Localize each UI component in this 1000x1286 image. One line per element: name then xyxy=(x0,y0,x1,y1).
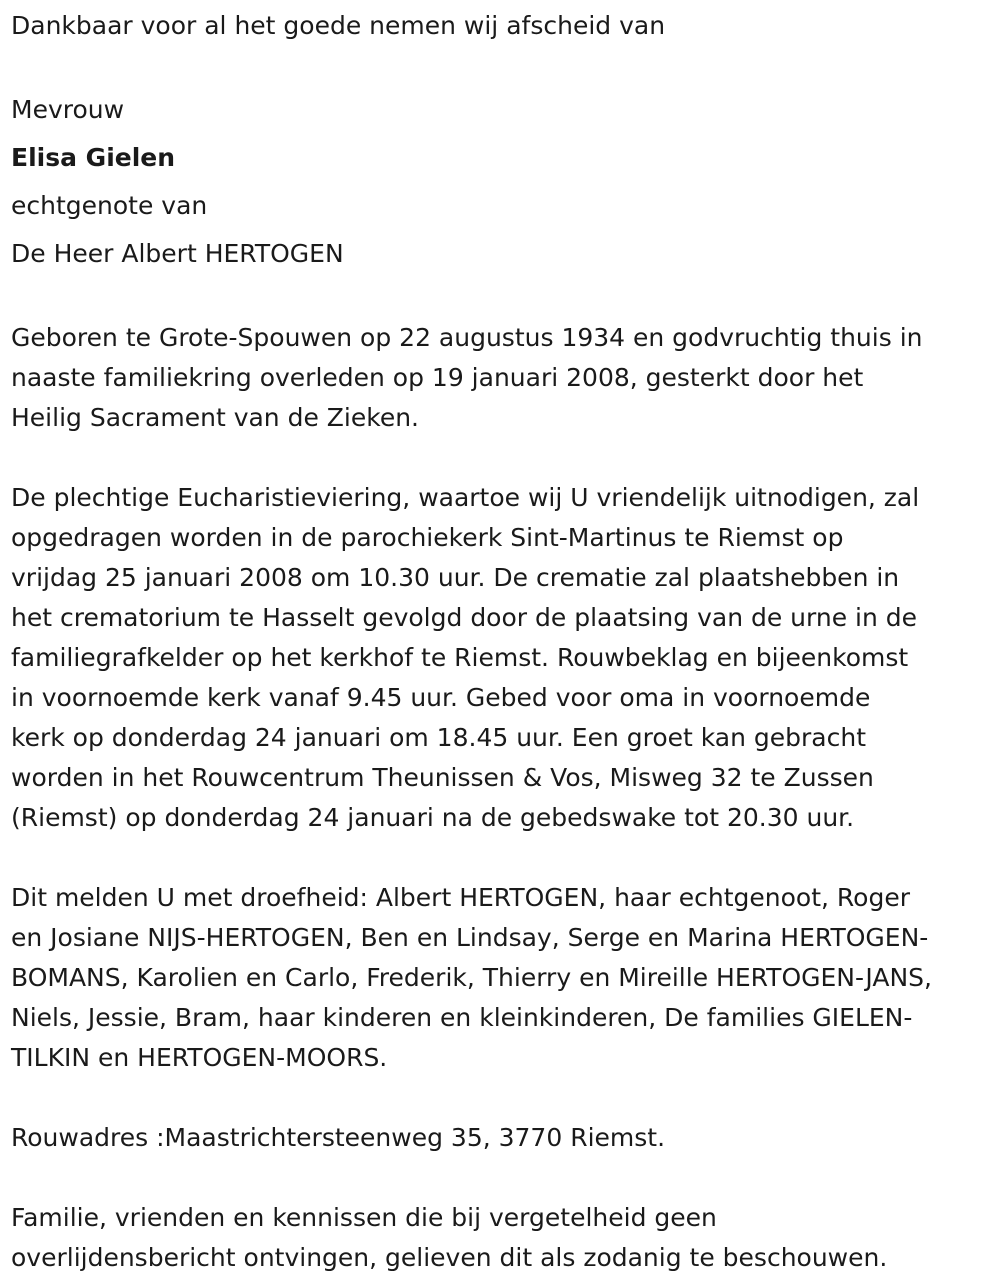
obituary-document xyxy=(11,6,991,1278)
paragraph-line: Heilig Sacrament van de Zieken. xyxy=(11,403,420,432)
spacer xyxy=(11,838,991,878)
address-line: Rouwadres :Maastrichtersteenweg 35, 3770 Riemst. xyxy=(11,1123,666,1152)
deceased-name: Elisa Gielen xyxy=(11,143,176,172)
paragraph-line: en Josiane NIJS-HERTOGEN, Ben en Lindsay, Serge en Marina HERTOGEN- xyxy=(11,923,929,952)
birth-paragraph xyxy=(11,318,991,438)
spacer xyxy=(11,438,991,478)
deceased-block xyxy=(11,86,991,278)
spacer xyxy=(11,1158,991,1198)
spouse-line: De Heer Albert HERTOGEN xyxy=(11,239,344,268)
paragraph-line: in voornoemde kerk vanaf 9.45 uur. Gebed voor oma in voornoemde xyxy=(11,683,871,712)
paragraph-line: kerk op donderdag 24 januari om 18.45 uur. Een groet kan gebracht xyxy=(11,723,867,752)
intro-line: Dankbaar voor al het goede nemen wij afscheid van xyxy=(11,11,666,40)
paragraph-line: worden in het Rouwcentrum Theunissen & Vos, Misweg 32 te Zussen xyxy=(11,763,874,792)
paragraph-line: opgedragen worden in de parochiekerk Sint-Martinus te Riemst op xyxy=(11,523,844,552)
paragraph-line: TILKIN en HERTOGEN-MOORS. xyxy=(11,1043,388,1072)
spacer xyxy=(11,278,991,318)
paragraph-line: familiegrafkelder op het kerkhof te Riemst. Rouwbeklag en bijeenkomst xyxy=(11,643,909,672)
paragraph-line: naaste familiekring overleden op 19 januari 2008, gesterkt door het xyxy=(11,363,864,392)
paragraph-line: het crematorium te Hasselt gevolgd door de plaatsing van de urne in de xyxy=(11,603,918,632)
paragraph-line: De plechtige Eucharistieviering, waartoe wij U vriendelijk uitnodigen, zal xyxy=(11,483,920,512)
ceremony-paragraph xyxy=(11,478,991,838)
paragraph-line: Dit melden U met droefheid: Albert HERTOGEN, haar echtgenoot, Roger xyxy=(11,883,910,912)
spacer xyxy=(11,1078,991,1118)
paragraph-line: vrijdag 25 januari 2008 om 10.30 uur. De crematie zal plaatshebben in xyxy=(11,563,900,592)
salutation: Mevrouw xyxy=(11,95,125,124)
paragraph-line: (Riemst) op donderdag 24 januari na de gebedswake tot 20.30 uur. xyxy=(11,803,855,832)
spacer xyxy=(11,46,991,86)
paragraph-line: Geboren te Grote-Spouwen op 22 augustus 1934 en godvruchtig thuis in xyxy=(11,323,923,352)
relation-line: echtgenote van xyxy=(11,191,208,220)
paragraph-line: Familie, vrienden en kennissen die bij vergetelheid geen xyxy=(11,1203,717,1232)
paragraph-line: overlijdensbericht ontvingen, gelieven dit als zodanig te beschouwen. xyxy=(11,1243,888,1272)
closing-paragraph xyxy=(11,1198,991,1278)
family-paragraph xyxy=(11,878,991,1078)
paragraph-line: BOMANS, Karolien en Carlo, Frederik, Thierry en Mireille HERTOGEN-JANS, xyxy=(11,963,932,992)
paragraph-line: Niels, Jessie, Bram, haar kinderen en kleinkinderen, De families GIELEN- xyxy=(11,1003,913,1032)
